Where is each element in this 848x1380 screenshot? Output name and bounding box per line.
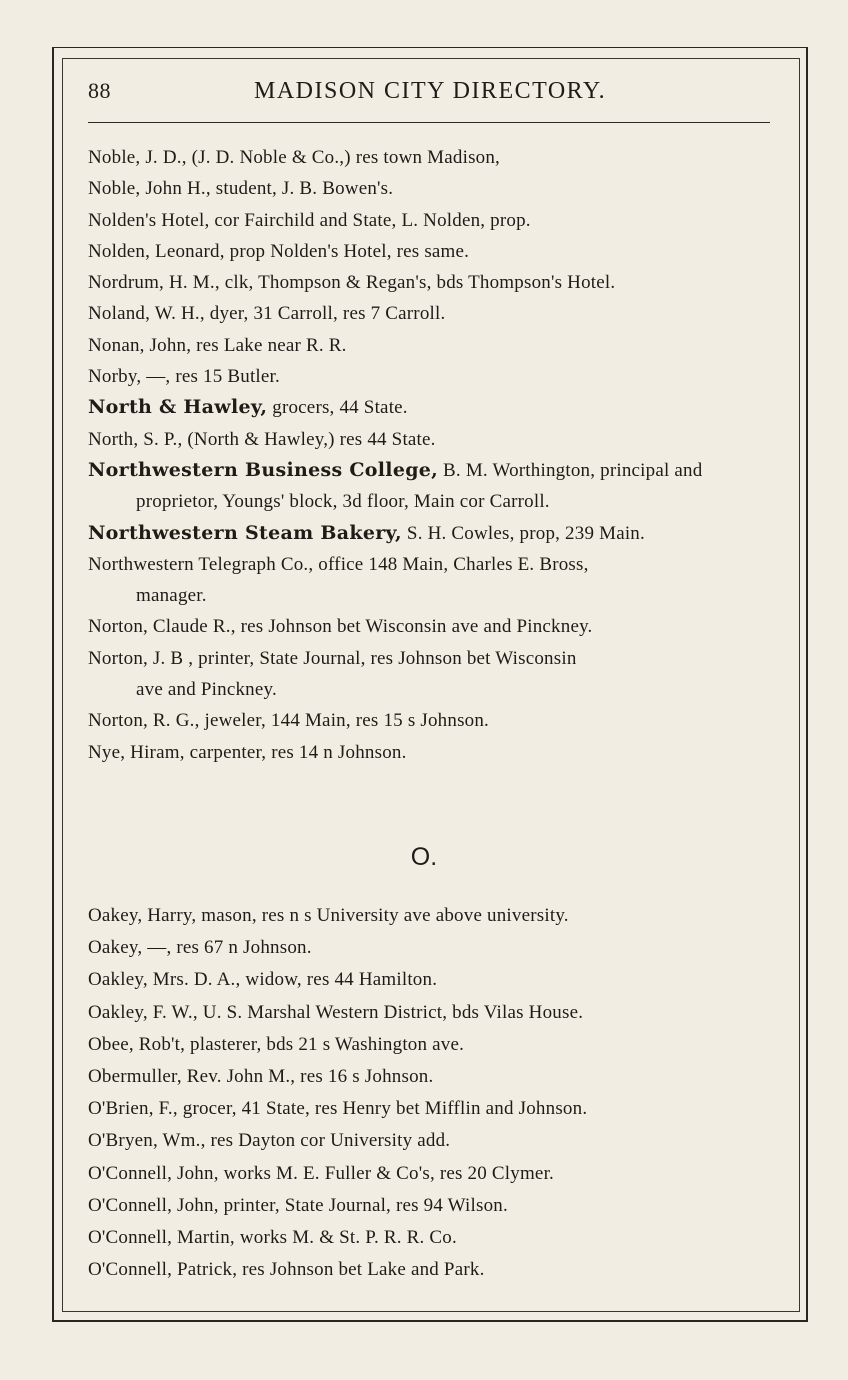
directory-entry (88, 1190, 788, 1222)
entry-text: O'Connell, John, printer, State Journal, res 94 Wilson. (88, 1194, 508, 1216)
directory-entry (88, 424, 788, 455)
entry-text: Norby, —, res 15 Butler. (88, 366, 280, 388)
directory-entry (88, 361, 788, 392)
directory-entry (88, 518, 788, 549)
directory-entry (88, 737, 788, 768)
entry-text: O'Connell, Patrick, res Johnson bet Lake and Park. (88, 1259, 485, 1281)
directory-entry (88, 705, 788, 736)
directory-entry (88, 1061, 788, 1093)
entry-text: North, S. P., (North & Hawley,) res 44 State. (88, 428, 436, 450)
directory-entry (88, 205, 788, 236)
section-heading-o: O. (410, 843, 438, 871)
directory-entry (88, 298, 788, 329)
directory-entry (88, 549, 788, 612)
directory-entry (88, 1254, 788, 1286)
running-title: MADISON CITY DIRECTORY. (254, 78, 607, 104)
business-name: Northwestern Business College, (88, 458, 439, 481)
directory-entry (88, 1093, 788, 1125)
directory-entry (88, 236, 788, 267)
entry-continuation: ave and Pinckney. (136, 679, 277, 701)
directory-entry (88, 1158, 788, 1190)
entry-text: Noland, W. H., dyer, 31 Carroll, res 7 Carroll. (88, 303, 446, 325)
directory-entry (88, 392, 788, 423)
directory-entry (88, 1222, 788, 1254)
entry-text: Norton, J. B , printer, State Journal, res Johnson bet Wisconsin (88, 647, 577, 669)
entry-text: O'Connell, John, works M. E. Fuller & Co's, res 20 Clymer. (88, 1162, 554, 1184)
directory-entry (88, 997, 788, 1029)
directory-entry (88, 1125, 788, 1157)
entry-text: O'Brien, F., grocer, 41 State, res Henry bet Mifflin and Johnson. (88, 1098, 588, 1120)
business-name: North & Hawley, (88, 396, 268, 419)
header-rule (88, 122, 770, 123)
entry-text: O'Connell, Martin, works M. & St. P. R. R. Co. (88, 1227, 457, 1249)
directory-entry (88, 1029, 788, 1061)
entry-text: Obee, Rob't, plasterer, bds 21 s Washington ave. (88, 1033, 465, 1055)
directory-entry (88, 173, 788, 204)
entry-text: B. M. Worthington, principal and (438, 459, 703, 481)
directory-entry (88, 964, 788, 996)
directory-entry (88, 643, 788, 706)
entry-text: Nye, Hiram, carpenter, res 14 n Johnson. (88, 741, 407, 763)
directory-entries-o (88, 900, 788, 1286)
entry-text: Norton, R. G., jeweler, 144 Main, res 15 s Johnson. (88, 710, 490, 732)
entry-text: Obermuller, Rev. John M., res 16 s Johnson. (88, 1066, 434, 1088)
directory-entry (88, 611, 788, 642)
entry-text: Noble, John H., student, J. B. Bowen's. (88, 178, 394, 200)
entry-continuation: manager. (136, 585, 207, 607)
directory-entry (88, 330, 788, 361)
entry-text: Nordrum, H. M., clk, Thompson & Regan's, bds Thompson's Hotel. (88, 272, 616, 294)
entry-text: Norton, Claude R., res Johnson bet Wisconsin ave and Pinckney. (88, 616, 593, 638)
entry-text: Oakey, —, res 67 n Johnson. (88, 937, 312, 959)
entry-text: S. H. Cowles, prop, 239 Main. (401, 522, 645, 544)
directory-entry (88, 932, 788, 964)
entry-text: Nolden's Hotel, cor Fairchild and State, L. Nolden, prop. (88, 209, 531, 231)
entry-text: Northwestern Telegraph Co., office 148 Main, Charles E. Bross, (88, 553, 589, 575)
entry-text: Oakley, F. W., U. S. Marshal Western District, bds Vilas House. (88, 1001, 584, 1023)
directory-entries-n (88, 142, 788, 768)
entry-text: O'Bryen, Wm., res Dayton cor University add. (88, 1130, 451, 1152)
page-header (88, 78, 778, 110)
entry-text: Oakey, Harry, mason, res n s University ave above university. (88, 905, 569, 926)
directory-entry (88, 900, 788, 932)
directory-entry (88, 142, 788, 173)
directory-entry (88, 455, 788, 518)
directory-entry (88, 267, 788, 298)
entry-text: grocers, 44 State. (267, 397, 408, 419)
entry-continuation: proprietor, Youngs' block, 3d floor, Main cor Carroll. (136, 491, 550, 513)
page-number: 88 (88, 78, 111, 103)
entry-text: Noble, J. D., (J. D. Noble & Co.,) res town Madison, (88, 147, 501, 168)
entry-text: Oakley, Mrs. D. A., widow, res 44 Hamilton. (88, 969, 438, 991)
business-name: Northwestern Steam Bakery, (88, 521, 402, 544)
entry-text: Nonan, John, res Lake near R. R. (88, 334, 347, 356)
entry-text: Nolden, Leonard, prop Nolden's Hotel, res same. (88, 240, 470, 262)
